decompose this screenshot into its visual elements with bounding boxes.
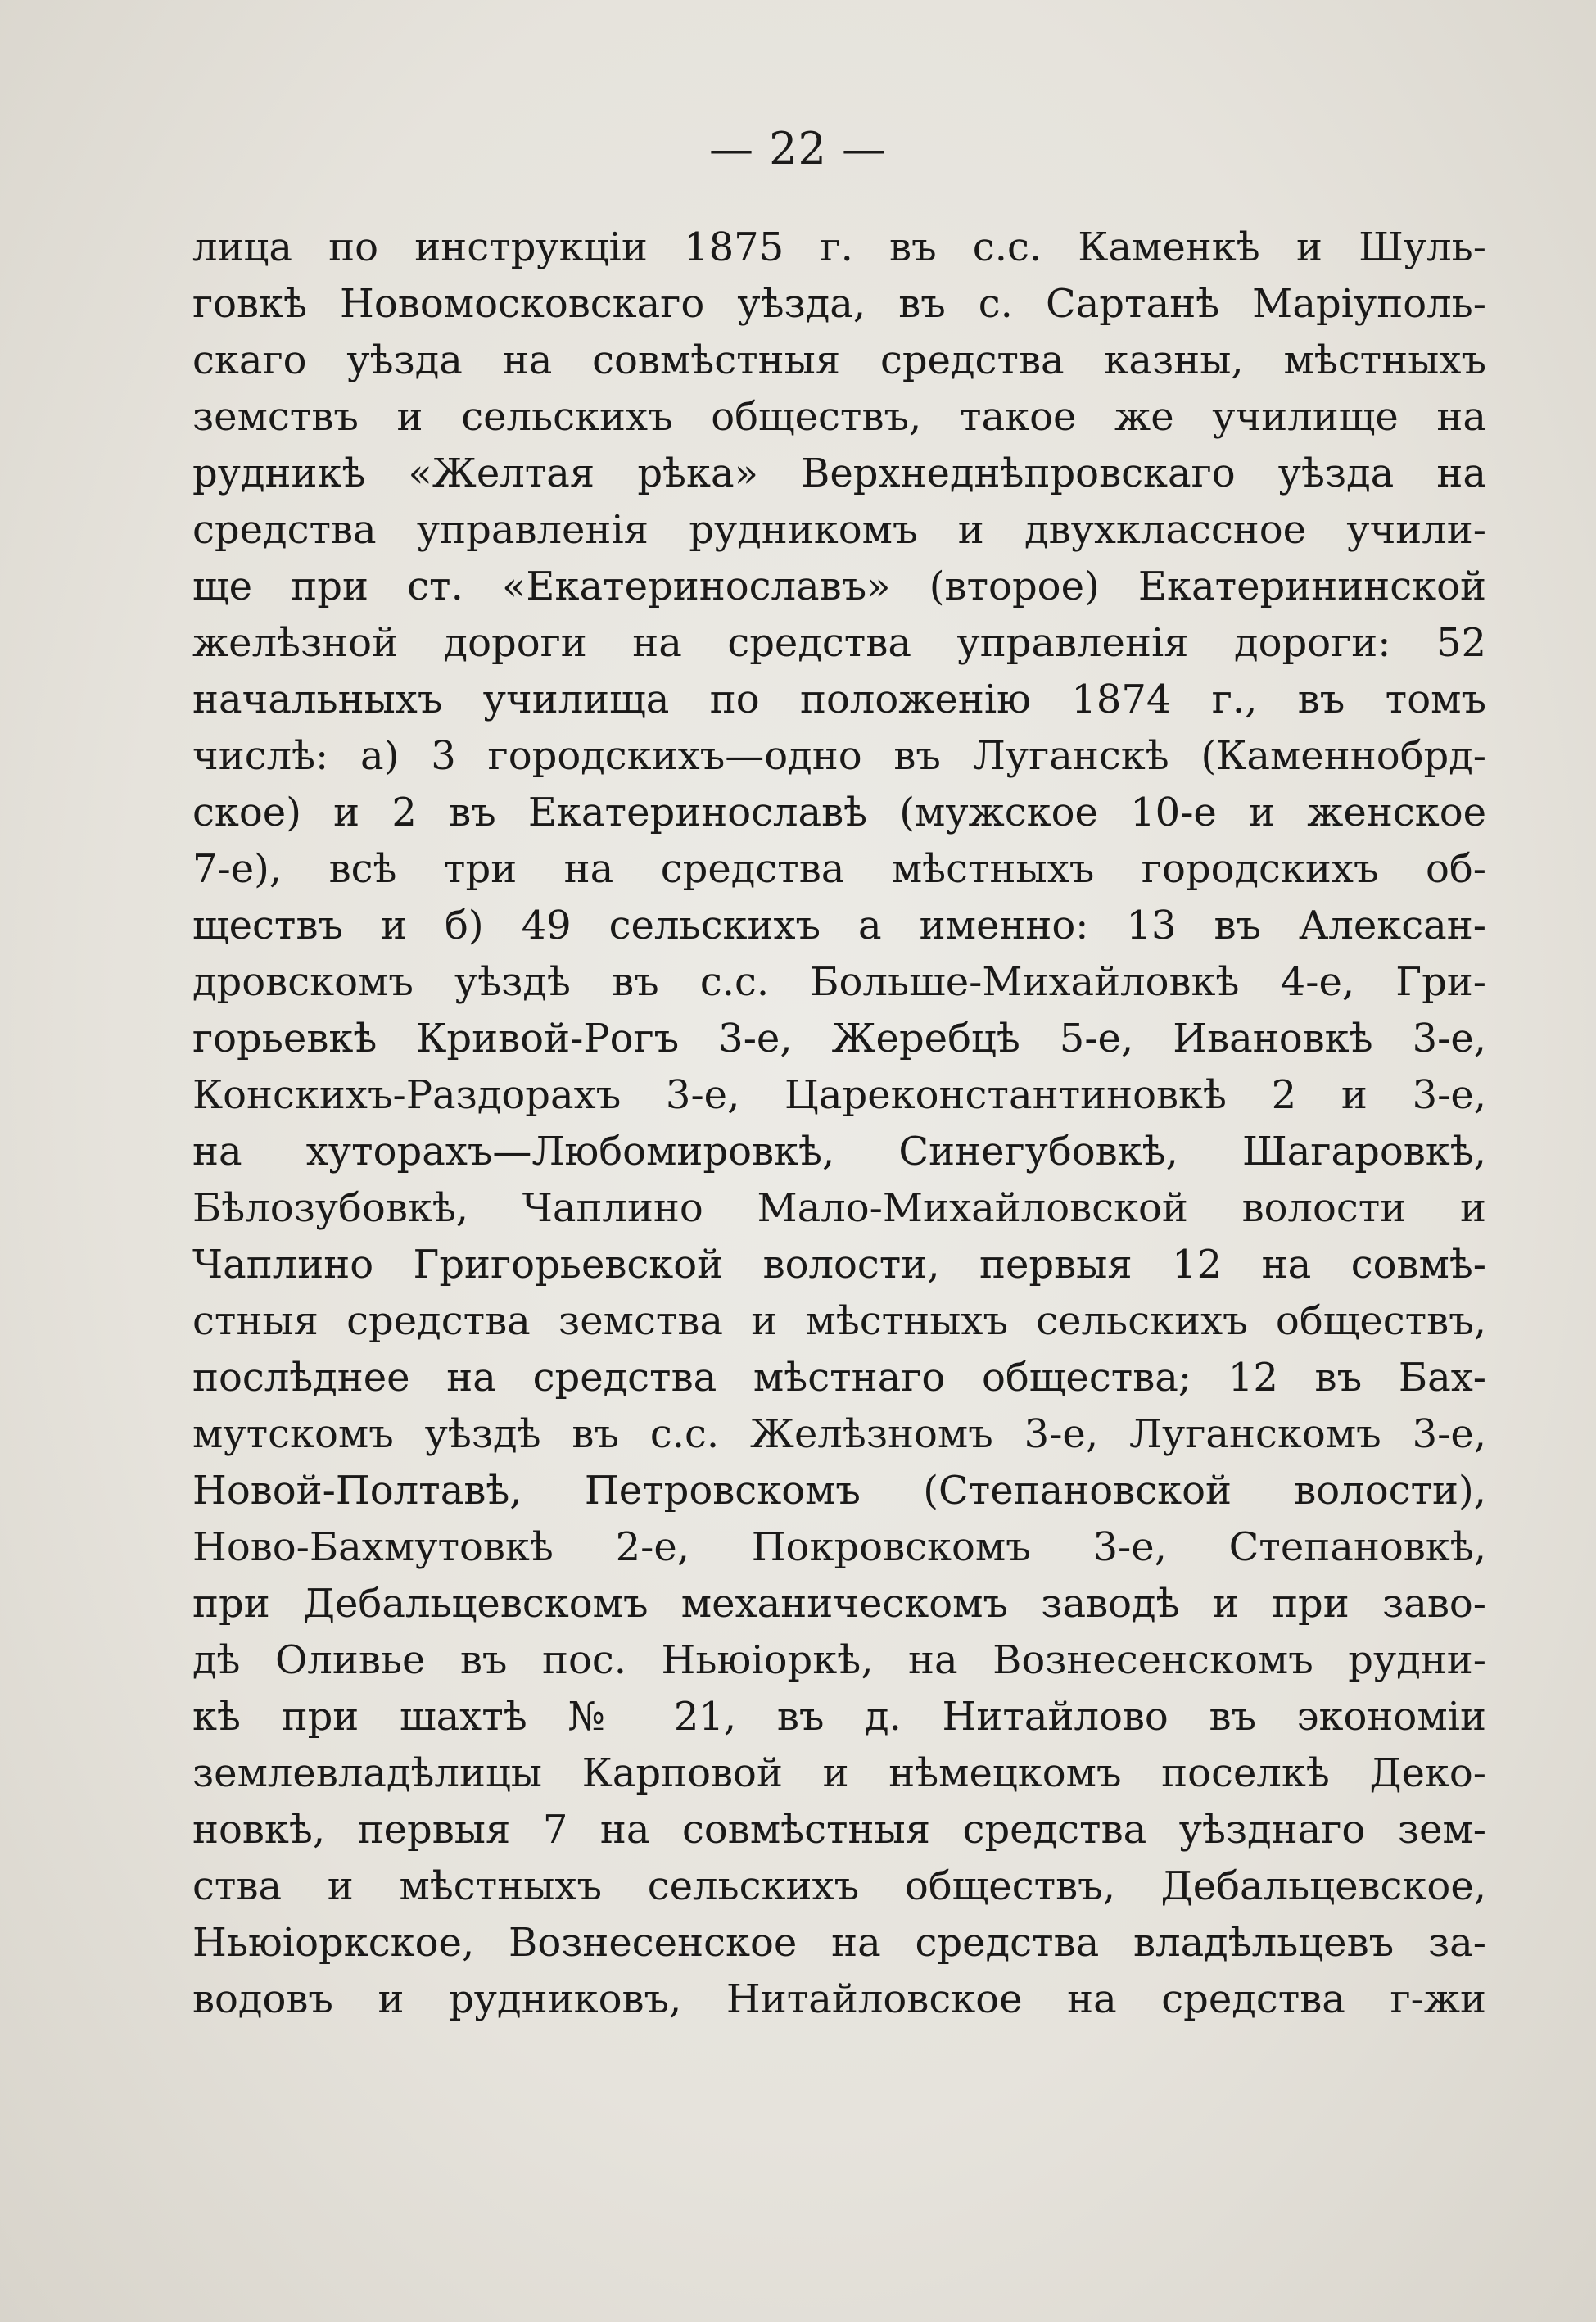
text-line: дѣ Оливье въ пос. Ньюіоркѣ, на Вознесенскомъ рудни-	[192, 1637, 1486, 1683]
text-line: Ново-Бахмутовкѣ 2-е, Покровскомъ 3-е, Степановкѣ,	[192, 1524, 1486, 1570]
text-line: горьевкѣ Кривой-Рогъ 3-е, Жеребцѣ 5-е, Ивановкѣ 3-е,	[192, 1016, 1486, 1061]
text-line: начальныхъ училища по положенію 1874 г., въ томъ	[192, 677, 1486, 722]
text-line: Конскихъ-Раздорахъ 3-е, Цареконстантиновкѣ 2 и 3-е,	[192, 1072, 1486, 1118]
text-line: желѣзной дороги на средства управленія дороги: 52	[192, 620, 1486, 666]
text-line: числѣ: а) 3 городскихъ—одно въ Луганскѣ (Каменнобрд-	[192, 733, 1486, 779]
text-line: мутскомъ уѣздѣ въ с.с. Желѣзномъ 3-е, Луганскомъ 3-е,	[192, 1411, 1486, 1457]
text-line: лица по инструкціи 1875 г. въ с.с. Каменкѣ и Шуль-	[192, 224, 1486, 270]
text-line: 7-е), всѣ три на средства мѣстныхъ городскихъ об-	[192, 846, 1486, 892]
text-line: землевладѣлицы Карповой и нѣмецкомъ поселкѣ Деко-	[192, 1750, 1486, 1796]
text-line: Чаплино Григорьевской волости, первыя 12 на совмѣ-	[192, 1242, 1486, 1288]
text-line: ства и мѣстныхъ сельскихъ обществъ, Дебальцевское,	[192, 1863, 1486, 1909]
body-text	[192, 220, 1486, 2028]
text-line: ществъ и б) 49 сельскихъ а именно: 13 въ Алексан-	[192, 903, 1486, 948]
text-line: водовъ и рудниковъ, Нитайловское на средства г-жи	[192, 1976, 1486, 2022]
text-line: говкѣ Новомосковскаго уѣзда, въ с. Сартанѣ Маріуполь-	[192, 281, 1486, 327]
text-line: послѣднее на средства мѣстнаго общества; 12 въ Бах-	[192, 1355, 1486, 1401]
text-line: рудникѣ «Желтая рѣка» Верхнеднѣпровскаго уѣзда на	[192, 450, 1486, 496]
text-line: на хуторахъ—Любомировкѣ, Синегубовкѣ, Шагаровкѣ,	[192, 1129, 1486, 1175]
text-line: новкѣ, первыя 7 на совмѣстныя средства уѣзднаго зем-	[192, 1807, 1486, 1853]
text-line: земствъ и сельскихъ обществъ, такое же училище на	[192, 394, 1486, 440]
text-line: дровскомъ уѣздѣ въ с.с. Больше-Михайловкѣ 4-е, Гри-	[192, 959, 1486, 1005]
text-line: скаго уѣзда на совмѣстныя средства казны, мѣстныхъ	[192, 337, 1486, 383]
text-line: стныя средства земства и мѣстныхъ сельскихъ обществъ,	[192, 1298, 1486, 1344]
text-line: средства управленія рудникомъ и двухклассное учили-	[192, 507, 1486, 553]
page-number: — 22 —	[708, 123, 888, 174]
text-line: Бѣлозубовкѣ, Чаплино Мало-Михайловской волости и	[192, 1185, 1486, 1231]
text-line: ще при ст. «Екатеринославъ» (второе) Екатерининской	[192, 564, 1486, 609]
text-line: Новой-Полтавѣ, Петровскомъ (Степановской волости),	[192, 1468, 1486, 1514]
text-line: кѣ при шахтѣ № 21, въ д. Нитайлово въ экономіи	[192, 1694, 1486, 1740]
text-line: Ньюіоркское, Вознесенское на средства владѣльцевъ за-	[192, 1920, 1486, 1966]
text-line: при Дебальцевскомъ механическомъ заводѣ и при заво-	[192, 1581, 1486, 1627]
text-line: ское) и 2 въ Екатеринославѣ (мужское 10-е и женское	[192, 790, 1486, 835]
